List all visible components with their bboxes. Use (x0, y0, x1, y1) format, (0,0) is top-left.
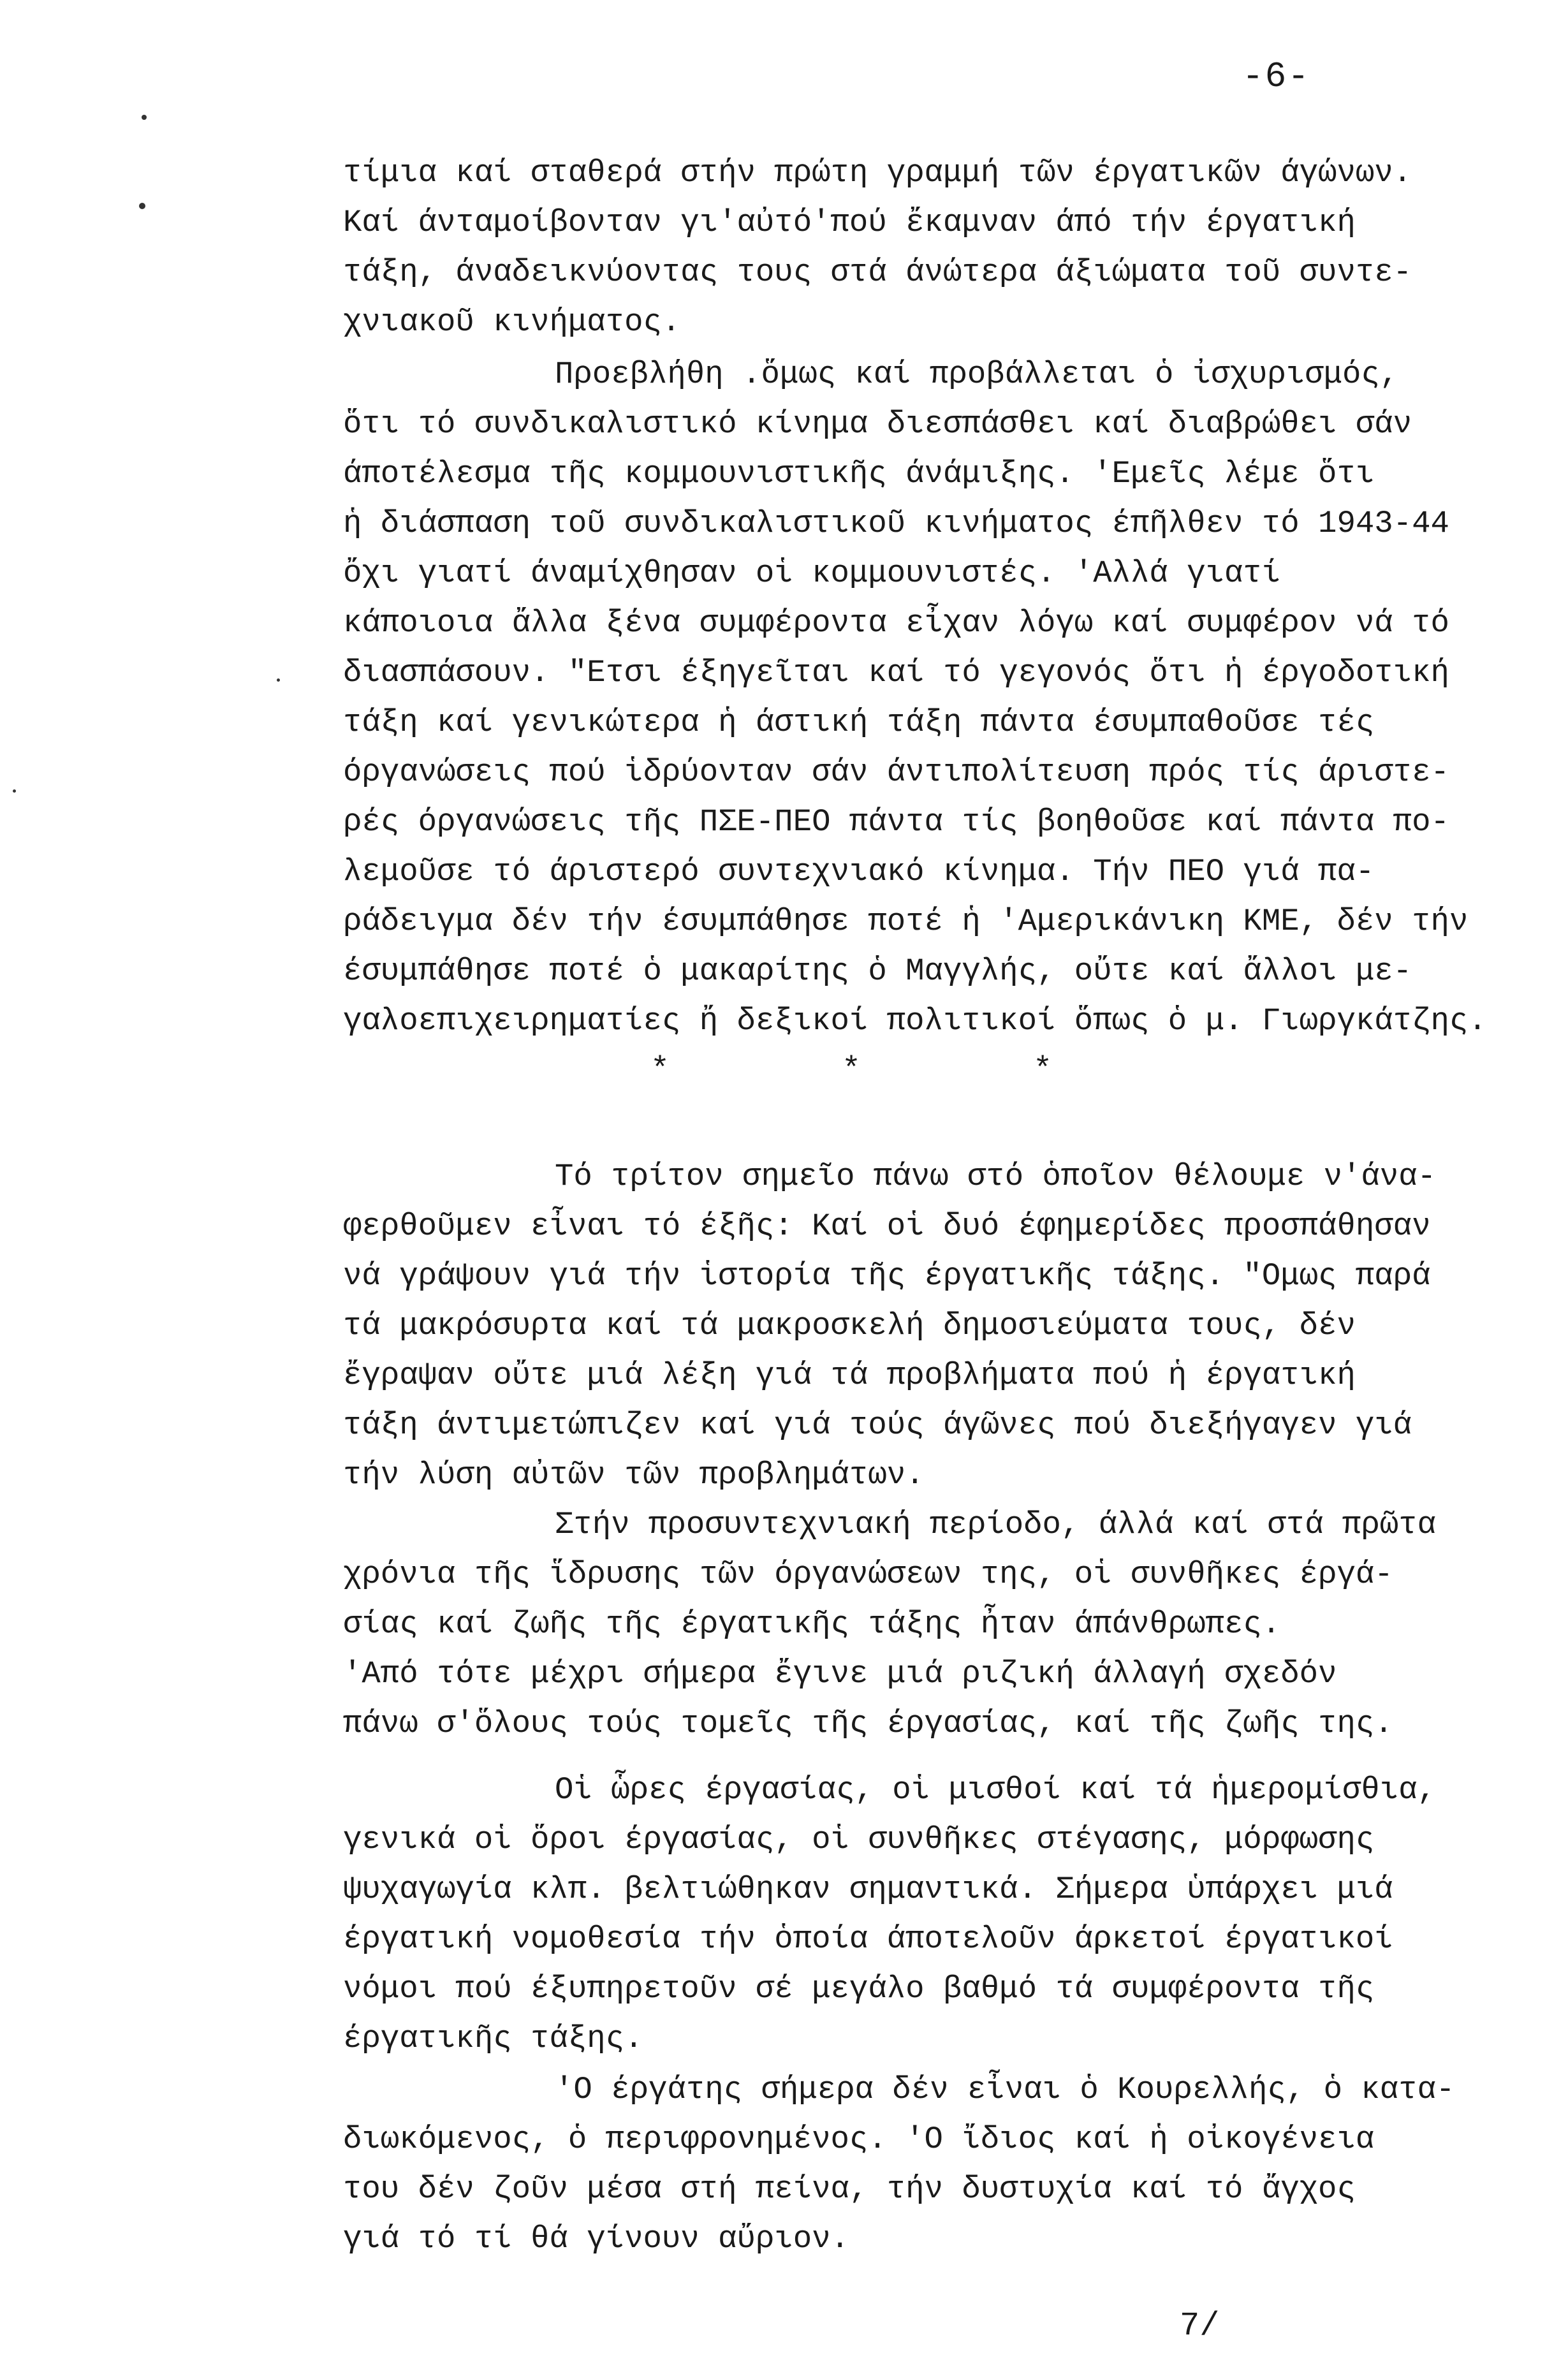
text-line: τίμια καί σταθερά στήν πρώτη γραμμή τῶν έργατικῶν άγώνων. (343, 155, 1412, 191)
text-line: ὅτι τό συνδικαλιστικό κίνημα διεσπάσθει καί διαβρώθει σάν (343, 406, 1412, 442)
text-line: νόμοι πού έξυπηρετοῦν σέ μεγάλο βαθμό τά συμφέροντα τῆς (343, 1971, 1375, 2007)
paragraph-5 (343, 1765, 1478, 2063)
text-line: διασπάσουν. "Ετσι έξηγεῖται καί τό γεγονός ὅτι ἡ έργοδοτική (343, 655, 1449, 691)
scan-speck (142, 115, 147, 120)
scan-speck (139, 203, 145, 209)
text-line: τήν λύση αὐτῶν τῶν προβλημάτων. (343, 1457, 925, 1493)
text-line: γιά τό τί θά γίνουν αὔριον. (343, 2221, 849, 2257)
text-line: έργατική νομοθεσία τήν ὁποία άποτελοῦν άρκετοί έργατικοί (343, 1921, 1393, 1957)
text-line: Τό τρίτον σημεῖο πάνω στό ὁποῖον θέλουμε ν'άνα- (555, 1159, 1437, 1194)
text-line: του δέν ζοῦν μέσα στή πείνα, τήν δυστυχία καί τό ἄγχος (343, 2171, 1356, 2207)
text-line: χρόνια τῆς ἵδρυσης τῶν όργανώσεων της, οἱ συνθῆκες έργά- (343, 1557, 1393, 1592)
text-line: έργατικῆς τάξης. (343, 2021, 643, 2056)
text-line: 'Από τότε μέχρι σήμερα ἔγινε μιά ριζική άλλαγή σχεδόν (343, 1656, 1337, 1692)
text-line: σίας καί ζωῆς τῆς έργατικῆς τάξης ἦταν άπάνθρωπες. (343, 1606, 1281, 1642)
page-number: -6- (1242, 56, 1310, 97)
continuation-marker: 7/ (1180, 2307, 1220, 2345)
text-line: άποτέλεσμα τῆς κομμουνιστικῆς άνάμιξης. 'Εμεῖς λέμε ὅτι (343, 456, 1375, 492)
paragraph-2 (343, 349, 1487, 1046)
text-line: τάξη άντιμετώπιζεν καί γιά τούς άγῶνες πού διεξήγαγεν γιά (343, 1407, 1412, 1443)
text-line: φερθοῦμεν εἶναι τό έξῆς: Καί οἱ δυό έφημερίδες προσπάθησαν (343, 1208, 1431, 1244)
text-line: ρές όργανώσεις τῆς ΠΣΕ-ΠΕΟ πάντα τίς βοηθοῦσε καί πάντα πο- (343, 804, 1449, 840)
text-line: Στήν προσυντεχνιακή περίοδο, άλλά καί στά πρῶτα (555, 1507, 1437, 1542)
paragraph-4 (343, 1500, 1478, 1748)
text-line: τάξη, άναδεικνύοντας τους στά άνώτερα άξιώματα τοῦ συντε- (343, 254, 1412, 290)
text-line: ψυχαγωγία κλπ. βελτιώθηκαν σημαντικά. Σήμερα ὑπάρχει μιά (343, 1872, 1393, 1907)
text-line: ἡ διάσπαση τοῦ συνδικαλιστικοῦ κινήματος έπῆλθεν τό 1943-44 (343, 506, 1449, 541)
scan-speck (13, 789, 16, 793)
text-line: ὄχι γιατί άναμίχθησαν οἱ κομμουνιστές. 'Αλλά γιατί (343, 555, 1281, 591)
text-line: Οἱ ὧρες έργασίας, οἱ μισθοί καί τά ἡμερομίσθια, (555, 1772, 1437, 1808)
text-line: γαλοεπιχειρηματίες ἤ δεξικοί πολιτικοί ὅπως ὁ μ. Γιωργκάτζης. (343, 1003, 1487, 1039)
paragraph-6 (343, 2065, 1478, 2264)
text-line: Καί άνταμοίβονταν γι'αὐτό'πού ἔκαμναν άπό τήν έργατική (343, 205, 1356, 240)
text-line: πάνω σ'ὅλους τούς τομεῖς τῆς έργασίας, καί τῆς ζωῆς της. (343, 1706, 1393, 1741)
paragraph-3 (343, 1152, 1478, 1500)
text-line: έσυμπάθησε ποτέ ὁ μακαρίτης ὁ Μαγγλής, οὔτε καί ἄλλοι με- (343, 953, 1412, 989)
text-line: κάποιοια ἄλλα ξένα συμφέροντα εἶχαν λόγω καί συμφέρον νά τό (343, 605, 1449, 641)
text-line: Προεβλήθη .ὅμως καί προβάλλεται ὁ ἰσχυρισμός, (555, 356, 1399, 392)
text-line: χνιακοῦ κινήματος. (343, 304, 681, 340)
text-line: τά μακρόσυρτα καί τά μακροσκελή δημοσιεύματα τους, δέν (343, 1308, 1356, 1344)
text-line: όργανώσεις πού ἱδρύονταν σάν άντιπολίτευση πρός τίς άριστε- (343, 754, 1449, 790)
text-line: γενικά οἱ ὅροι έργασίας, οἱ συνθῆκες στέγασης, μόρφωσης (343, 1822, 1375, 1857)
text-line: διωκόμενος, ὁ περιφρονημένος. 'Ο ἴδιος καί ἡ οἰκογένεια (343, 2121, 1375, 2157)
text-line: νά γράψουν γιά τήν ἱστορία τῆς έργατικῆς τάξης. "Ομως παρά (343, 1258, 1431, 1294)
section-separator: * * * (650, 1052, 1053, 1088)
text-line: ἔγραψαν οὔτε μιά λέξη γιά τά προβλήματα πού ἡ έργατική (343, 1358, 1356, 1393)
paragraph-1 (343, 148, 1478, 347)
text-line: 'Ο έργάτης σήμερα δέν εἶναι ὁ Κουρελλής, ὁ κατα- (555, 2072, 1455, 2107)
text-line: τάξη καί γενικώτερα ἡ άστική τάξη πάντα έσυμπαθοῦσε τές (343, 705, 1375, 740)
text-line: ράδειγμα δέν τήν έσυμπάθησε ποτέ ἡ 'Αμερικάνικη ΚΜΕ, δέν τήν (343, 904, 1469, 939)
scan-speck (277, 678, 280, 682)
text-line: λεμοῦσε τό άριστερό συντεχνιακό κίνημα. Τήν ΠΕΟ γιά πα- (343, 854, 1375, 890)
